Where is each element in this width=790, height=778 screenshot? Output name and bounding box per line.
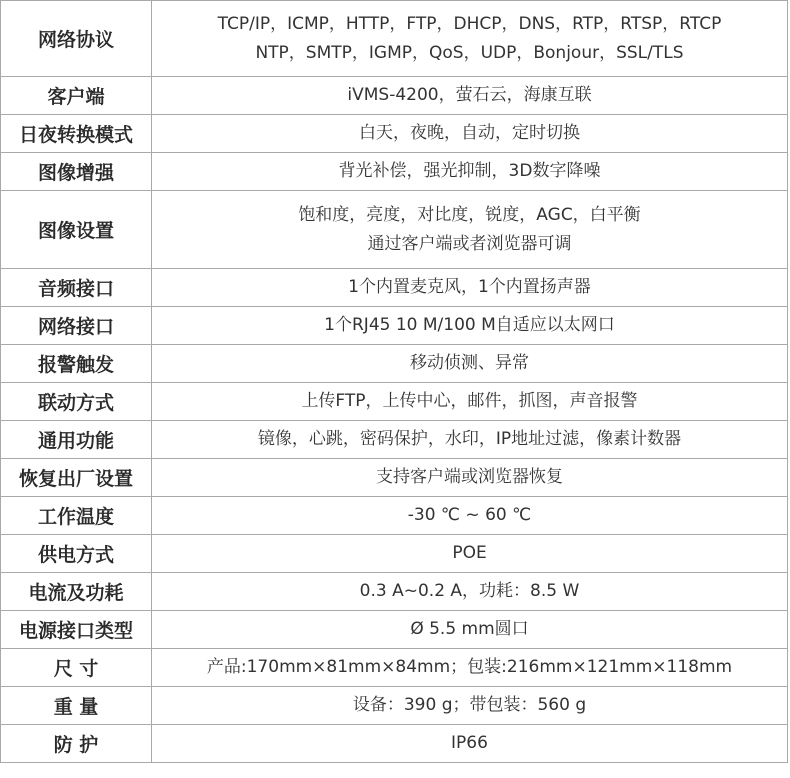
row-label: 电流及功耗 [1, 573, 152, 611]
row-value: 0.3 A~0.2 A，功耗：8.5 W [152, 573, 788, 611]
table-row [1, 345, 788, 383]
value-line: 通过客户端或者浏览器可调 [367, 233, 572, 254]
row-label: 网络协议 [1, 1, 152, 77]
table-row [1, 153, 788, 191]
row-value: IP66 [152, 725, 788, 763]
value-line: TCP/IP，ICMP，HTTP，FTP，DHCP，DNS，RTP，RTSP，RTCP [217, 13, 722, 34]
row-value: 1个RJ45 10 M/100 M自适应以太网口 [152, 307, 788, 345]
row-label: 音频接口 [1, 269, 152, 307]
table-row [1, 459, 788, 497]
row-label: 图像设置 [1, 191, 152, 269]
table-row [1, 1, 788, 77]
table-row [1, 687, 788, 725]
table-row [1, 725, 788, 763]
row-value: 支持客户端或浏览器恢复 [152, 459, 788, 497]
row-value: 1个内置麦克风，1个内置扬声器 [152, 269, 788, 307]
table-row [1, 307, 788, 345]
row-value: 镜像，心跳，密码保护，水印，IP地址过滤，像素计数器 [152, 421, 788, 459]
row-label: 工作温度 [1, 497, 152, 535]
row-value: Ø 5.5 mm圆口 [152, 611, 788, 649]
row-value [152, 1, 788, 77]
row-value: 移动侦测、异常 [152, 345, 788, 383]
row-label: 日夜转换模式 [1, 115, 152, 153]
table-row [1, 421, 788, 459]
row-value: POE [152, 535, 788, 573]
row-value: 白天，夜晚，自动，定时切换 [152, 115, 788, 153]
table-row [1, 77, 788, 115]
table-row [1, 535, 788, 573]
row-value: iVMS-4200，萤石云，海康互联 [152, 77, 788, 115]
table-row [1, 191, 788, 269]
row-label: 通用功能 [1, 421, 152, 459]
row-label: 防 护 [1, 725, 152, 763]
row-label: 图像增强 [1, 153, 152, 191]
row-label: 客户端 [1, 77, 152, 115]
table-row [1, 497, 788, 535]
row-value: 设备：390 g；带包装：560 g [152, 687, 788, 725]
table-row [1, 611, 788, 649]
row-value: 上传FTP，上传中心，邮件，抓图，声音报警 [152, 383, 788, 421]
row-value [152, 191, 788, 269]
table-row [1, 115, 788, 153]
row-label: 恢复出厂设置 [1, 459, 152, 497]
row-label: 尺 寸 [1, 649, 152, 687]
row-value: 产品:170mm×81mm×84mm；包装:216mm×121mm×118mm [152, 649, 788, 687]
table-row [1, 269, 788, 307]
row-label: 电源接口类型 [1, 611, 152, 649]
value-line: 饱和度，亮度，对比度，锐度，AGC，白平衡 [298, 204, 641, 225]
row-label: 重 量 [1, 687, 152, 725]
value-line: NTP，SMTP，IGMP，QoS，UDP，Bonjour，SSL/TLS [255, 42, 684, 63]
row-value: 背光补偿，强光抑制，3D数字降噪 [152, 153, 788, 191]
row-label: 供电方式 [1, 535, 152, 573]
row-value: -30 ℃ ~ 60 ℃ [152, 497, 788, 535]
table-row [1, 649, 788, 687]
row-label: 联动方式 [1, 383, 152, 421]
row-label: 报警触发 [1, 345, 152, 383]
table-row [1, 573, 788, 611]
table-row [1, 383, 788, 421]
row-label: 网络接口 [1, 307, 152, 345]
